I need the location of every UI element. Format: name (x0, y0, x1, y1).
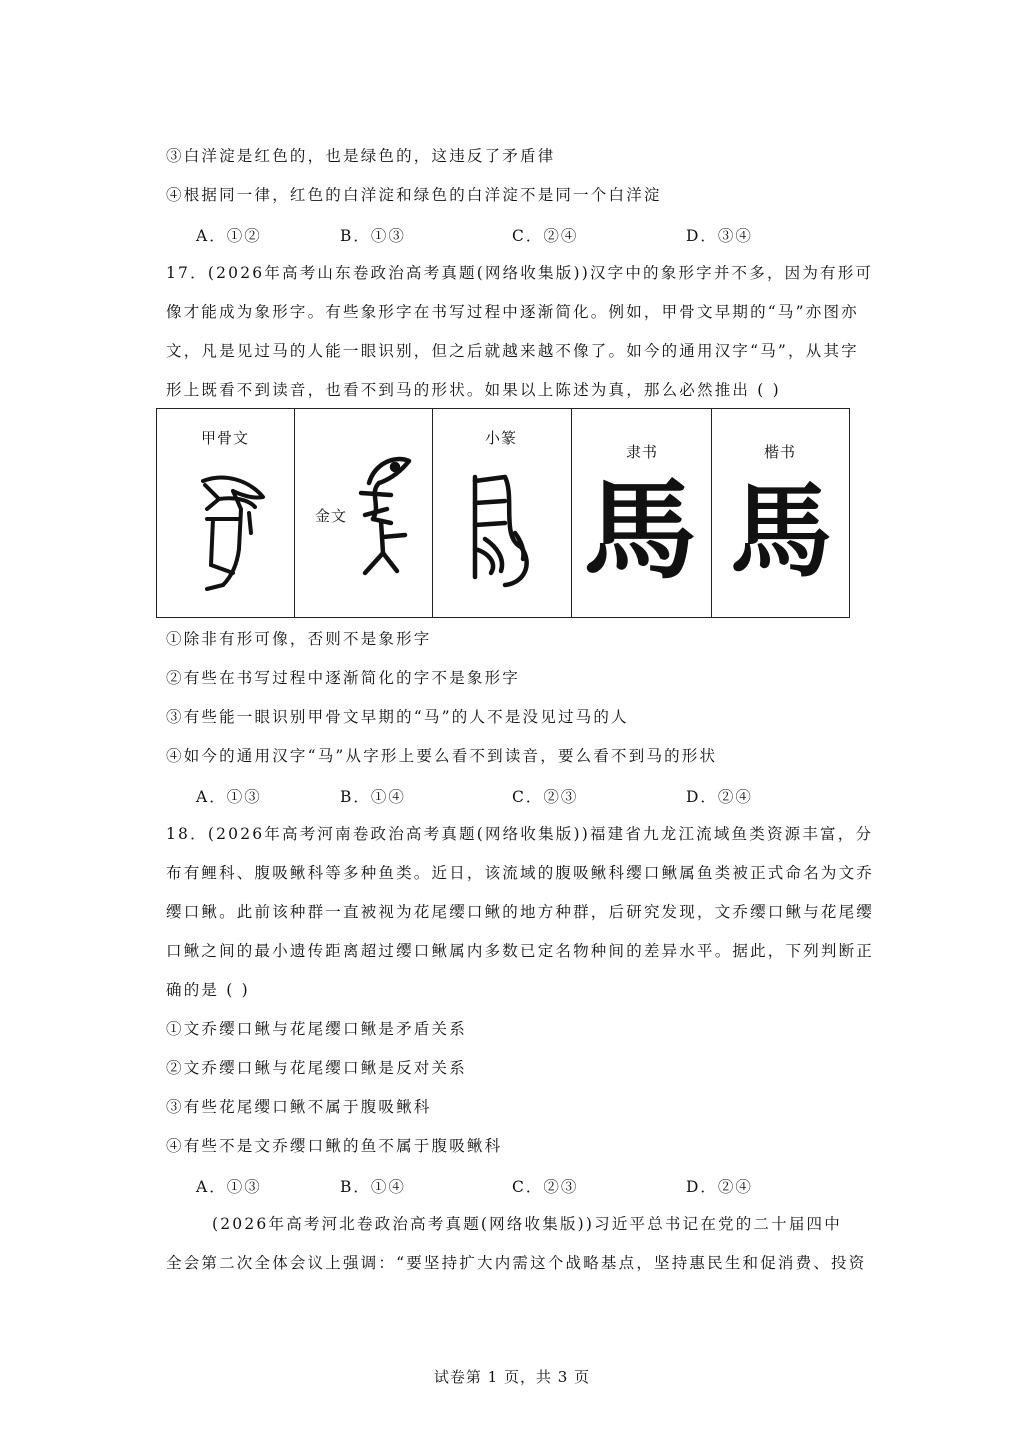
label-clerical: 隶书 (626, 443, 659, 461)
option-d: D．②④ (686, 1178, 753, 1196)
q19-line-1: (2026年高考河北卷政治高考真题(网络收集版))习近平总书记在党的二十届四中 (212, 1215, 842, 1233)
q17-line-4: 形上既看不到读音，也看不到马的形状。如果以上陈述为真，那么必然推出 ( ) (166, 381, 781, 399)
label-oracle-bone: 甲骨文 (201, 429, 250, 447)
option-b: B．①④ (340, 1178, 406, 1196)
q17-item-1: ①除非有形可像，否则不是象形字 (166, 630, 432, 648)
answer-options-q17 (196, 785, 796, 805)
oracle-horse-glyph (193, 469, 273, 599)
answer-options-q16 (196, 224, 796, 244)
cell-bronze (295, 409, 433, 617)
label-regular: 楷书 (764, 443, 797, 461)
statement-3: ③白洋淀是红色的，也是绿色的，这违反了矛盾律 (166, 147, 556, 165)
q18-line-2: 布有鲤科、腹吸鳅科等多种鱼类。近日，该流域的腹吸鳅科缨口鳅属鱼类被正式命名为文乔 (166, 864, 875, 882)
answer-options-q18 (196, 1175, 796, 1195)
q18-line-4: 口鳅之间的最小遗传距离超过缨口鳅属内多数已定名物种间的差异水平。据此，下列判断正 (166, 942, 875, 960)
option-c: C．②③ (512, 1178, 579, 1196)
option-c: C．②④ (512, 227, 579, 245)
cell-small-seal (433, 409, 572, 617)
option-b: B．①③ (340, 227, 406, 245)
cell-regular (712, 409, 848, 617)
option-a: A．①② (196, 227, 262, 245)
q18-item-4: ④有些不是文乔缨口鳅的鱼不属于腹吸鳅科 (166, 1137, 503, 1155)
q18-line-3: 缨口鳅。此前该种群一直被视为花尾缨口鳅的地方种群，后研究发现，文乔缨口鳅与花尾缨 (166, 903, 875, 921)
option-d: D．③④ (686, 227, 753, 245)
clerical-horse-glyph: 馬 (583, 469, 697, 594)
q17-item-3: ③有些能一眼识别甲骨文早期的“马”的人不是没见过马的人 (166, 708, 629, 726)
q17-line-3: 文，凡是见过马的人能一眼识别，但之后就越来越不像了。如今的通用汉字“马”，从其字 (166, 342, 859, 360)
q17-item-2: ②有些在书写过程中逐渐简化的字不是象形字 (166, 669, 521, 687)
option-a: A．①③ (196, 788, 262, 806)
regular-horse-glyph: 馬 (730, 472, 832, 592)
option-c: C．②③ (512, 788, 579, 806)
option-a: A．①③ (196, 1178, 262, 1196)
label-small-seal: 小篆 (485, 429, 518, 447)
q18-item-1: ①文乔缨口鳅与花尾缨口鳅是矛盾关系 (166, 1020, 467, 1038)
q18-line-1: 18．(2026年高考河南卷政治高考真题(网络收集版))福建省九龙江流域鱼类资源丰富，分 (166, 825, 874, 843)
script-evolution-table (156, 408, 850, 618)
cell-oracle-bone (157, 409, 295, 617)
q19-line-2: 全会第二次全体会议上强调：“要坚持扩大内需这个战略基点，坚持惠民生和促消费、投资 (166, 1254, 867, 1272)
q17-line-1: 17．(2026年高考山东卷政治高考真题(网络收集版))汉字中的象形字并不多，因为有形可 (166, 264, 874, 282)
option-d: D．②④ (686, 788, 753, 806)
q18-line-5: 确的是 ( ) (166, 981, 250, 999)
q18-item-2: ②文乔缨口鳅与花尾缨口鳅是反对关系 (166, 1059, 467, 1077)
q18-item-3: ③有些花尾缨口鳅不属于腹吸鳅科 (166, 1098, 432, 1116)
bronze-horse-glyph (351, 453, 421, 583)
option-b: B．①④ (340, 788, 406, 806)
cell-clerical (572, 409, 712, 617)
q17-item-4: ④如今的通用汉字“马”从字形上要么看不到读音，要么看不到马的形状 (166, 747, 718, 765)
seal-horse-glyph (461, 467, 541, 597)
label-bronze: 金文 (315, 507, 348, 525)
page-footer: 试卷第 1 页，共 3 页 (433, 1368, 591, 1386)
q17-line-2: 像才能成为象形字。有些象形字在书写过程中逐渐简化。例如，甲骨文早期的“马”亦图亦 (166, 303, 859, 321)
statement-4: ④根据同一律，红色的白洋淀和绿色的白洋淀不是同一个白洋淀 (166, 186, 662, 204)
